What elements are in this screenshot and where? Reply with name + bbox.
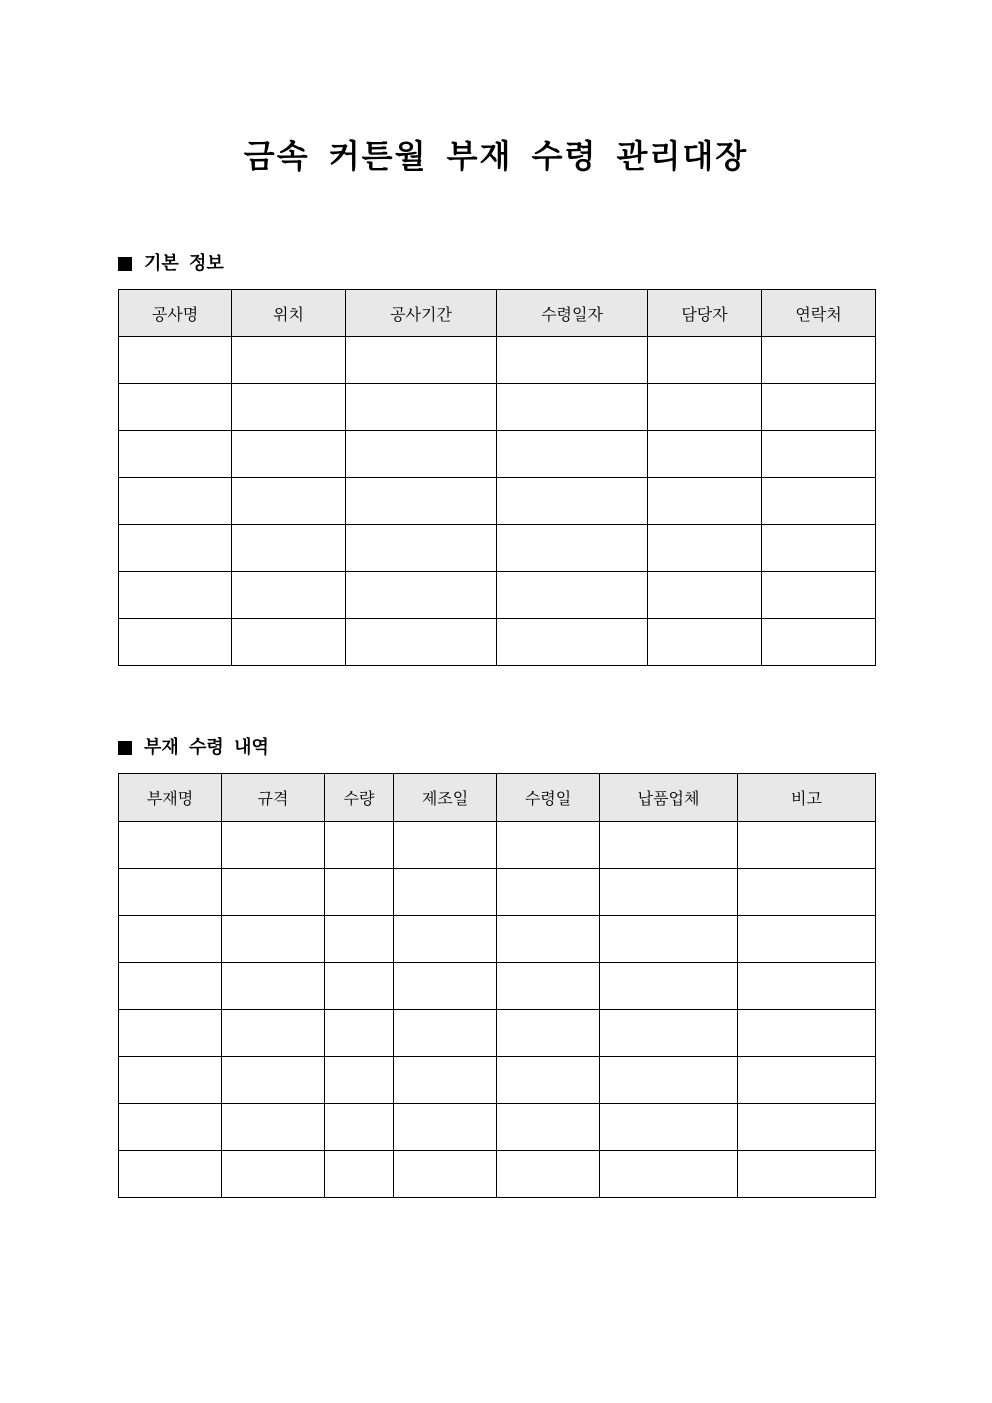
table-cell[interactable] [325,1057,394,1104]
table-cell[interactable] [325,869,394,916]
table-cell[interactable] [325,1010,394,1057]
table-cell[interactable] [346,572,497,619]
table-cell[interactable] [497,384,648,431]
table-cell[interactable] [346,525,497,572]
table-cell[interactable] [119,963,222,1010]
table-row [119,963,876,1010]
table-row [119,1104,876,1151]
table-row [119,337,876,384]
receipt-details-heading [118,736,269,760]
table-cell[interactable] [738,822,876,869]
table-cell[interactable] [497,478,648,525]
table-cell[interactable] [497,619,648,666]
table-cell[interactable] [497,1057,600,1104]
table-cell[interactable] [222,1104,325,1151]
table-cell[interactable] [497,572,648,619]
table-cell[interactable] [600,916,738,963]
column-header-member-name: 부재명 [119,774,222,822]
table-cell[interactable] [222,822,325,869]
table-cell[interactable] [119,1151,222,1198]
table-cell[interactable] [394,963,497,1010]
table-cell[interactable] [222,963,325,1010]
square-bullet-icon [118,741,132,755]
receipt-details-heading-text: 부재 수령 내역 [144,737,269,758]
table-row [119,478,876,525]
table-cell[interactable] [119,1104,222,1151]
column-header-specification: 규격 [222,774,325,822]
table-row [119,525,876,572]
table-cell[interactable] [497,916,600,963]
table-cell[interactable] [648,431,762,478]
square-bullet-icon [118,257,132,271]
table-row [119,822,876,869]
table-cell[interactable] [497,869,600,916]
table-cell[interactable] [325,822,394,869]
basic-info-heading [118,252,224,276]
table-cell[interactable] [600,1010,738,1057]
table-cell[interactable] [232,525,346,572]
table-cell[interactable] [394,869,497,916]
table-cell[interactable] [325,1151,394,1198]
table-cell[interactable] [346,337,497,384]
table-row [119,869,876,916]
table-cell[interactable] [497,525,648,572]
table-cell[interactable] [497,963,600,1010]
table-cell[interactable] [497,337,648,384]
column-header-quantity: 수량 [325,774,394,822]
table-cell[interactable] [232,337,346,384]
table-cell[interactable] [497,1104,600,1151]
table-cell[interactable] [648,619,762,666]
table-row [119,916,876,963]
table-cell[interactable] [738,916,876,963]
table-cell[interactable] [497,822,600,869]
table-row [119,1151,876,1198]
table-cell[interactable] [325,963,394,1010]
table-cell[interactable] [738,869,876,916]
column-header-construction-period: 공사기간 [346,290,497,337]
table-cell[interactable] [497,1151,600,1198]
table-cell[interactable] [648,525,762,572]
basic-info-heading-text: 기본 정보 [144,253,224,274]
page-title: 금속 커튼월 부재 수령 관리대장 [243,137,749,175]
table-cell[interactable] [497,431,648,478]
table-cell[interactable] [497,1010,600,1057]
column-header-receipt-date: 수령일자 [497,290,648,337]
table-cell[interactable] [738,1104,876,1151]
table-cell[interactable] [119,869,222,916]
receipt-details-table-body [119,822,876,1198]
column-header-supplier: 납품업체 [600,774,738,822]
table-cell[interactable] [346,619,497,666]
table-cell[interactable] [600,1151,738,1198]
table-cell[interactable] [232,619,346,666]
table-cell[interactable] [119,337,232,384]
table-cell[interactable] [648,384,762,431]
table-cell[interactable] [346,431,497,478]
table-cell[interactable] [762,619,876,666]
table-cell[interactable] [394,1057,497,1104]
table-cell[interactable] [600,963,738,1010]
table-cell[interactable] [222,1057,325,1104]
table-cell[interactable] [119,431,232,478]
table-header-row [119,290,876,337]
table-cell[interactable] [232,431,346,478]
table-cell[interactable] [346,384,497,431]
table-cell[interactable] [394,1104,497,1151]
table-cell[interactable] [600,869,738,916]
table-cell[interactable] [762,431,876,478]
basic-info-table [118,289,876,666]
table-cell[interactable] [222,1010,325,1057]
table-cell[interactable] [119,384,232,431]
table-row [119,1057,876,1104]
table-cell[interactable] [325,1104,394,1151]
table-cell[interactable] [762,525,876,572]
table-header-row [119,774,876,822]
table-cell[interactable] [119,916,222,963]
table-cell[interactable] [738,1010,876,1057]
table-cell[interactable] [119,1010,222,1057]
table-cell[interactable] [119,478,232,525]
table-cell[interactable] [394,916,497,963]
table-cell[interactable] [738,1151,876,1198]
column-header-manager: 담당자 [648,290,762,337]
table-cell[interactable] [222,869,325,916]
column-header-remarks: 비고 [738,774,876,822]
table-cell[interactable] [119,619,232,666]
table-cell[interactable] [738,963,876,1010]
table-cell[interactable] [222,1151,325,1198]
table-cell[interactable] [119,525,232,572]
table-cell[interactable] [394,1010,497,1057]
receipt-details-table [118,773,876,1198]
table-cell[interactable] [762,384,876,431]
table-row [119,384,876,431]
table-cell[interactable] [762,478,876,525]
table-cell[interactable] [119,1057,222,1104]
table-row [119,1010,876,1057]
table-cell[interactable] [600,822,738,869]
table-row [119,572,876,619]
table-cell[interactable] [222,916,325,963]
table-cell[interactable] [648,478,762,525]
table-cell[interactable] [738,1057,876,1104]
table-row [119,431,876,478]
table-cell[interactable] [232,478,346,525]
table-cell[interactable] [232,572,346,619]
table-cell[interactable] [119,822,222,869]
table-row [119,619,876,666]
table-cell[interactable] [648,337,762,384]
column-header-receipt-date: 수령일 [497,774,600,822]
basic-info-table-body [119,337,876,666]
table-cell[interactable] [600,1104,738,1151]
table-cell[interactable] [394,822,497,869]
table-cell[interactable] [325,916,394,963]
column-header-manufacture-date: 제조일 [394,774,497,822]
column-header-contact: 연락처 [762,290,876,337]
table-cell[interactable] [394,1151,497,1198]
table-cell[interactable] [762,337,876,384]
column-header-project-name: 공사명 [119,290,232,337]
table-cell[interactable] [762,572,876,619]
table-cell[interactable] [346,478,497,525]
table-cell[interactable] [600,1057,738,1104]
table-cell[interactable] [119,572,232,619]
table-cell[interactable] [232,384,346,431]
column-header-location: 위치 [232,290,346,337]
table-cell[interactable] [648,572,762,619]
